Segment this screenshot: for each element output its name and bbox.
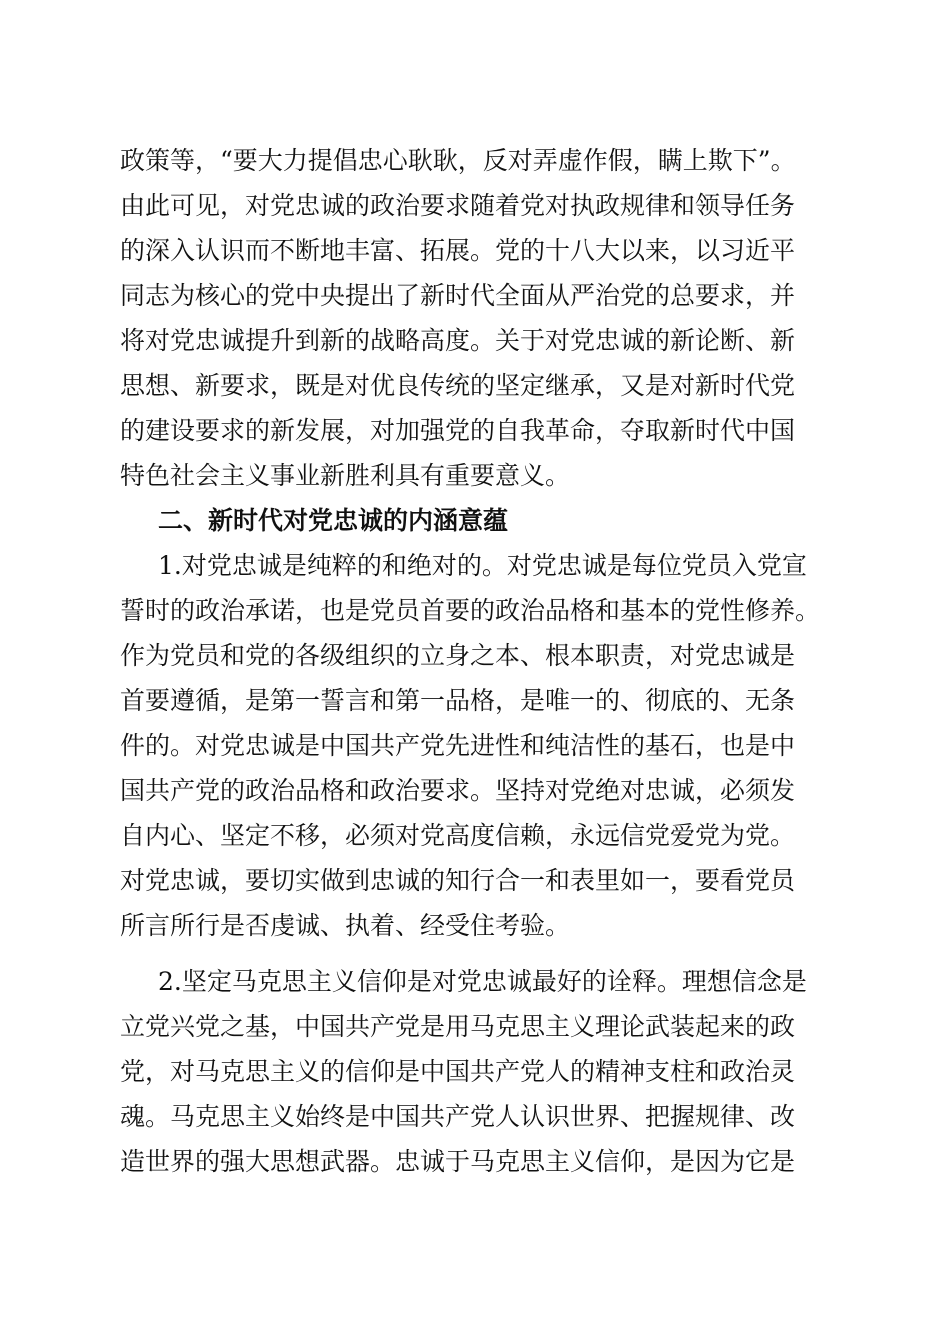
text-line: 同志为核心的党中央提出了新时代全面从严治党的总要求，并 [120, 281, 796, 310]
text-line: 自内心、坚定不移，必须对党高度信赖，永远信党爱党为党。 [120, 821, 796, 850]
document-body [120, 138, 840, 1184]
text-line: 魂。马克思主义始终是中国共产党人认识世界、把握规律、改 [120, 1102, 796, 1131]
text-line: 将对党忠诚提升到新的战略高度。关于对党忠诚的新论断、新 [120, 326, 796, 355]
paragraph-2 [120, 543, 840, 948]
text-line: 的深入认识而不断地丰富、拓展。党的十八大以来，以习近平 [120, 236, 796, 265]
text-line: 政策等，“要大力提倡忠心耿耿，反对弄虚作假，瞒上欺下”。 [120, 146, 796, 175]
section-heading: 二、新时代对党忠诚的内涵意蕴 [158, 506, 509, 535]
text-line: 国共产党的政治品格和政治要求。坚持对党绝对忠诚，必须发 [120, 776, 796, 805]
text-line: 党，对马克思主义的信仰是中国共产党人的精神支柱和政治灵 [120, 1057, 796, 1086]
text-line: 造世界的强大思想武器。忠诚于马克思主义信仰，是因为它是 [120, 1147, 796, 1176]
paragraph-3 [120, 959, 840, 1184]
text-line: 对党忠诚，要切实做到忠诚的知行合一和表里如一，要看党员 [120, 866, 796, 895]
text-line: 立党兴党之基，中国共产党是用马克思主义理论武装起来的政 [120, 1012, 796, 1041]
text-line: 2.坚定马克思主义信仰是对党忠诚最好的诠释。理想信念是 [158, 967, 807, 996]
text-line: 首要遵循，是第一誓言和第一品格，是唯一的、彻底的、无条 [120, 686, 796, 715]
text-line: 誓时的政治承诺，也是党员首要的政治品格和基本的党性修养。 [120, 596, 821, 625]
paragraph-1 [120, 138, 840, 498]
text-line: 思想、新要求，既是对优良传统的坚定继承，又是对新时代党 [120, 371, 796, 400]
text-line: 作为党员和党的各级组织的立身之本、根本职责，对党忠诚是 [120, 641, 796, 670]
text-line: 所言所行是否虔诚、执着、经受住考验。 [120, 911, 571, 940]
text-line: 的建设要求的新发展，对加强党的自我革命，夺取新时代中国 [120, 416, 796, 445]
paragraph-gap [120, 948, 840, 959]
text-line: 特色社会主义事业新胜利具有重要意义。 [120, 461, 571, 490]
text-line: 1.对党忠诚是纯粹的和绝对的。对党忠诚是每位党员入党宣 [158, 551, 807, 580]
text-line: 由此可见，对党忠诚的政治要求随着党对执政规律和领导任务 [120, 191, 796, 220]
text-line: 件的。对党忠诚是中国共产党先进性和纯洁性的基石，也是中 [120, 731, 796, 760]
